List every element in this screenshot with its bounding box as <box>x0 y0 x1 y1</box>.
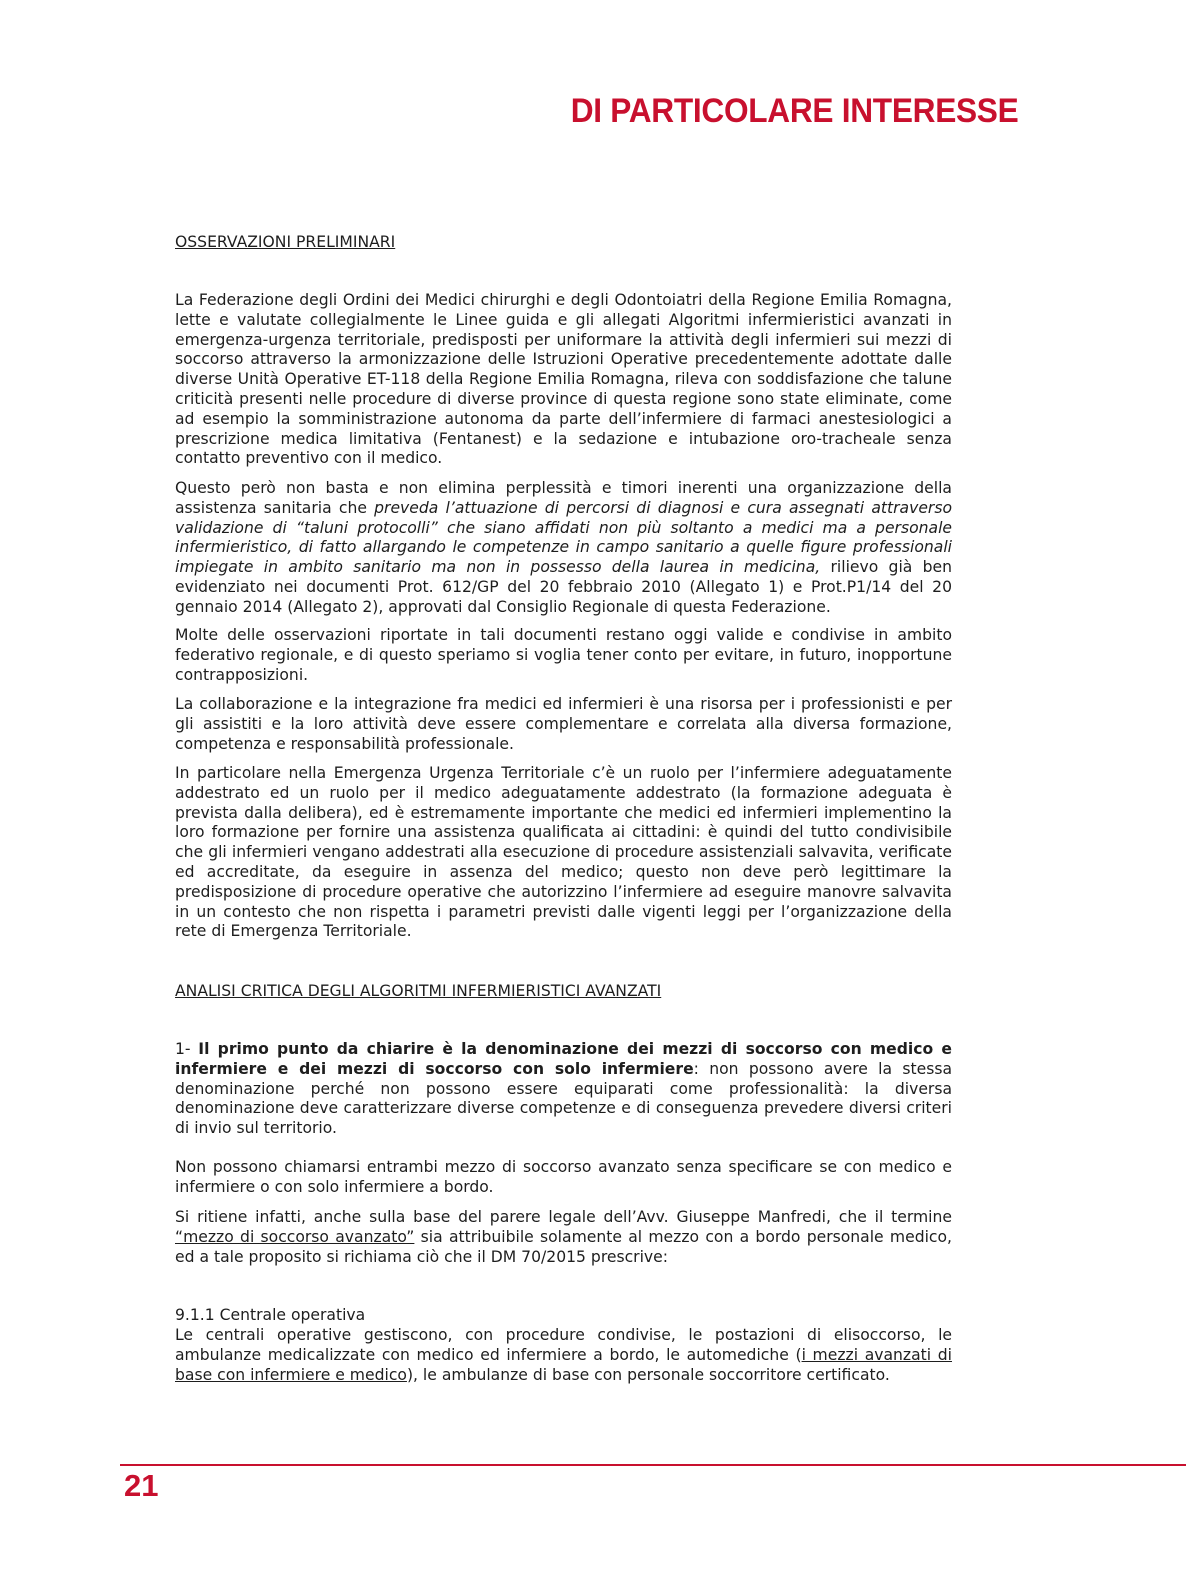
paragraph-emergency-roles: In particolare nella Emergenza Urgenza Territoriale c’è un ruolo per l’infermiere adeguatamente addestrato ed un ruolo per il medico adeguatamente addestrato (la formazione adeguata è prevista dalla delibera), ed è estremamente importante che medici ed infermieri implementino la loro formazione per fornire una assistenza qualificata ai cittadini: è quindi del tutto condivisibile che gli infermieri vengano addestrati alla esecuzione di procedure assistenziali salvavita, verificate ed accreditate, da eseguire in assenza del medico; questo non deve però legittimare la predisposizione di procedure operative che autorizzino l’infermiere ad eseguire manovre salvavita in un contesto che non rispetta i parametri previsti dalle vigenti leggi per l’organizzazione della rete di Emergenza Territoriale. <box>175 764 952 941</box>
page-number: 21 <box>124 1468 159 1503</box>
paragraph-federation-intro: La Federazione degli Ordini dei Medici chirurghi e degli Odontoiatri della Regione Emilia Romagna, lette e valutate collegialmente le Linee guida e gli allegati Algoritmi infermieristici avanzati in emergenza-urgenza territoriale, predisposti per uniformare la attività degli infermieri sui mezzi di soccorso attraverso la armonizzazione delle Istruzioni Operative precedentemente adottate dalle diverse Unità Operative ET-118 della Regione Emilia Romagna, rileva con soddisfazione che talune criticità presenti nelle procedure di diverse province di questa regione sono state eliminate, come ad esempio la somministrazione autonoma da parte dell’infermiere di farmaci anestesiologici a prescrizione medica limitativa (Fentanest) e la sedazione e intubazione oro-tracheale senza contatto preventivo con il medico. <box>175 291 952 468</box>
section-heading-analysis: ANALISI CRITICA DEGLI ALGORITMI INFERMIERISTICI AVANZATI <box>175 982 662 1000</box>
legal-opinion-end: sia attribuibile solamente al mezzo con a bordo personale medico, ed a tale proposito si richiama ciò che il DM 70/2015 prescrive: <box>175 1227 952 1266</box>
paragraph-first-point <box>175 1040 952 1139</box>
central-operations-underlined: i mezzi avanzati di base con infermiere e medico <box>175 1345 952 1384</box>
paragraph-observations: Molte delle osservazioni riportate in tali documenti restano oggi valide e condivise in ambito federativo regionale, e di questo speriamo si voglia tener conto per evitare, in futuro, inopportune contrapposizioni. <box>175 626 952 684</box>
paragraph-concerns-italic: preveda l’attuazione di percorsi di diagnosi e cura assegnati attraverso validazione di “taluni protocolli” che siano affidati non più soltanto a medici ma a personale infermieristico, di fatto allargando le competenze in campo sanitario a quelle figure professionali impiegate in ambito sanitario ma non in possesso della laurea in medicina, <box>175 498 952 577</box>
footer-divider <box>120 1464 1186 1466</box>
paragraph-central-operations <box>175 1326 952 1385</box>
paragraph-naming: Non possono chiamarsi entrambi mezzo di soccorso avanzato senza specificare se con medico e infermiere o con solo infermiere a bordo. <box>175 1158 952 1196</box>
paragraph-concerns-end: rilievo già ben evidenziato nei documenti Prot. 612/GP del 20 febbraio 2010 (Allegato 1) e Prot.P1/14 del 20 gennaio 2014 (Allegato 2), approvati dal Consiglio Regionale di questa Federazione. <box>175 558 952 616</box>
central-operations-end: ), le ambulanze di base con personale soccorritore certificato. <box>406 1365 890 1384</box>
paragraph-central-operations-title: 9.1.1 Centrale operativa <box>175 1306 366 1324</box>
section-heading-preliminary: OSSERVAZIONI PRELIMINARI <box>175 233 396 251</box>
first-point-prefix: 1- <box>175 1040 199 1058</box>
paragraph-legal-opinion <box>175 1208 952 1267</box>
legal-opinion-underlined-term: “mezzo di soccorso avanzato” <box>175 1227 415 1246</box>
page-section-title: DI PARTICOLARE INTERESSE <box>570 92 1018 130</box>
first-point-bold: Il primo punto da chiarire è la denominazione dei mezzi di soccorso con medico e infermiere e dei mezzi di soccorso con solo infermiere <box>175 1040 952 1078</box>
paragraph-concerns <box>175 479 952 618</box>
legal-opinion-start: Si ritiene infatti, anche sulla base del parere legale dell’Avv. Giuseppe Manfredi, che il termine <box>175 1208 952 1226</box>
central-operations-start: Le centrali operative gestiscono, con procedure condivise, le postazioni di elisoccorso, le ambulanze medicalizzate con medico ed infermiere a bordo, le automediche ( <box>175 1326 952 1364</box>
paragraph-collaboration: La collaborazione e la integrazione fra medici ed infermieri è una risorsa per i professionisti e per gli assistiti e la loro attività deve essere complementare e correlata alla diversa formazione, competenza e responsabilità professionale. <box>175 695 952 753</box>
paragraph-concerns-start: Questo però non basta e non elimina perplessità e timori inerenti una organizzazione della assistenza sanitaria che <box>175 479 952 517</box>
first-point-end: : non possono avere la stessa denominazione perché non possono essere equiparati come professionalità: la diversa denominazione deve caratterizzare diverse competenze e di conseguenza prevedere diversi criteri di invio sul territorio. <box>175 1059 953 1138</box>
